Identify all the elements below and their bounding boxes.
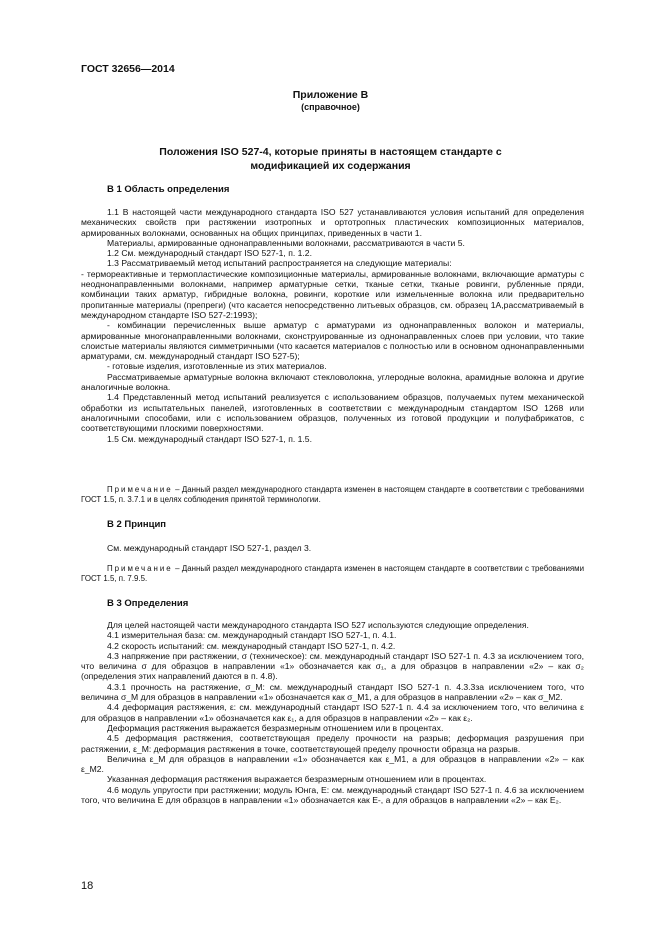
paragraph: 4.3.1 прочность на растяжение, σ_M: см. международный стандарт ISO 527-1 п. 4.3.3за исключением того, что величина σ_M для образцов в направлении «1» обозначается как σ_M1, а для образцов в направлении «2» – как σ_M2. (81, 681, 584, 703)
section-1-body (81, 207, 584, 444)
paragraph: Рассматриваемые арматурные волокна включают стекловолокна, углеродные волокна, арамидные волокна и другие аналогичные волокна. (81, 371, 584, 393)
paragraph: 1.4 Представленный метод испытаний реализуется с использованием образцов, получаемых путем механической обработки из испытательных панелей, изготовленных в соответствии с международным стандартом ISO 1268 или аналогичными способами, или с использованием образцов, полученных из готовой продукции и полуфабрикатов, с соответствующими плоскими поверхностями. (81, 392, 584, 434)
paragraph: 4.1 измерительная база: см. международный стандарт ISO 527-1, п. 4.1. (107, 630, 397, 641)
note-label: Примечание (107, 564, 173, 573)
section-heading-3: В 3 Определения (107, 598, 189, 609)
paragraph: См. международный стандарт ISO 527-1, раздел 3. (107, 543, 312, 553)
paragraph: 4.6 модуль упругости при растяжении; модуль Юнга, E: см. международный стандарт ISO 527-1 п. 4.6 за исключением того, что величина E для образцов в направлении «1» обозначается как E-, а для образцов в направлении «2» – как E₂. (81, 784, 584, 806)
section-2-body (81, 543, 584, 553)
paragraph: Величина ε_M для образцов в направлении «1» обозначается как ε_M1, а для образцов в направлении «2» – как ε_M2. (81, 753, 584, 775)
paragraph: 1.2 См. международный стандарт ISO 527-1, п. 1.2. (107, 248, 312, 259)
document-header: ГОСТ 32656—2014 (81, 63, 175, 75)
section-heading-2: В 2 Принцип (107, 519, 167, 530)
note-text: – Данный раздел международного стандарта изменен в настоящем стандарте в соответствии с требованиями ГОСТ 1.5, п. 7.9.5. (81, 564, 584, 583)
main-title (0, 145, 661, 173)
paragraph: 1.3 Рассматриваемый метод испытаний распространяется на следующие материалы: (107, 258, 452, 269)
note-text: – Данный раздел международного стандарта изменен в настоящем стандарте в соответствии с требованиями ГОСТ 1.5, п. 3.7.1 и в целях соблюдения принятой терминологии. (81, 485, 584, 504)
paragraph: 4.2 скорость испытаний: см. международный стандарт ISO 527-1, п. 4.2. (107, 640, 396, 651)
annex-subtitle: (справочное) (301, 102, 360, 112)
section-1-note (81, 485, 584, 504)
section-2-note (81, 564, 584, 583)
main-title-line-1: Положения ISO 527-4, которые приняты в настоящем стандарте с (159, 146, 502, 158)
paragraph: 1.1 В настоящей части международного стандарта ISO 527 устанавливаются условия испытаний для определения механических свойств при растяжении изотропных и ортотропных пластических композиционных материалов, армированных волокнами, основанных на общих принципах, приведенных в части 1. (81, 207, 584, 238)
paragraph: Указанная деформация растяжения выражается безразмерным отношением или в процентах. (107, 774, 487, 785)
annex-title: Приложение В (292, 89, 369, 101)
section-heading-1: В 1 Область определения (107, 184, 230, 195)
list-item: - готовые изделия, изготовленные из этих материалов. (107, 361, 327, 372)
list-item: - термореактивные и термопластические композиционные материалы, армированные волокнами, включающие арматуры с неоднонаправленными волокнами, например арматурные сетки, тканые сетки, тканые ровинги, рубленные пряди, комбинации таких арматур, гибридные волокна, ровинги, короткие или измельченные волокна или предварительно пропитанные материалы (препреги) (что касается непосредственно литьевых образцов, см. образец 1А,рассматриваемый в международном стандарте ISO 527-2:1993); (81, 268, 584, 320)
section-3-body (81, 620, 584, 805)
paragraph: 4.3 напряжение при растяжении, σ (техническое): см. международный стандарт ISO 527-1 п. 4.3 за исключением того, что величина σ для образцов в направлении «1» обозначается как σ₁, а для образцов в направлении «2» – как σ₂ (определения этих направлений даются в п. 4.8). (81, 650, 584, 682)
page-number: 18 (81, 880, 94, 892)
paragraph: Деформация растяжения выражается безразмерным отношением или в процентах. (107, 722, 444, 733)
list-item: - комбинации перечисленных выше арматур с арматурами из однонаправленных волокон и материалы, армированные многонаправленными волокнами, сконструированные из однонаправленных слоев при условии, что такие слоистые материалы являются симметричными (что касается материалов с полностью или в основном однонаправленными арматурами, см. международный стандарт ISO 527-5); (81, 320, 584, 362)
paragraph: 1.5 См. международный стандарт ISO 527-1, п. 1.5. (107, 433, 312, 444)
paragraph: 4.5 деформация растяжения, соответствующая пределу прочности на разрыв; деформация разрушения при растяжении, ε_M: деформация растяжения в точке, соответствующей пределу прочности образца на разрыв. (81, 733, 584, 754)
paragraph: Материалы, армированные однонаправленными волокнами, рассматриваются в части 5. (107, 237, 465, 248)
note-label: Примечание (107, 485, 173, 494)
main-title-line-2: модификацией их содержания (250, 160, 411, 172)
paragraph: Для целей настоящей части международного стандарта ISO 527 используются следующие определения. (107, 620, 529, 630)
paragraph: 4.4 деформация растяжения, ε: см. международный стандарт ISO 527-1 п. 4.4 за исключением того, что величина ε для образцов в направлении «1» обозначается как ε₁, а для образцов в направлении «2» – как ε₂. (81, 702, 584, 723)
